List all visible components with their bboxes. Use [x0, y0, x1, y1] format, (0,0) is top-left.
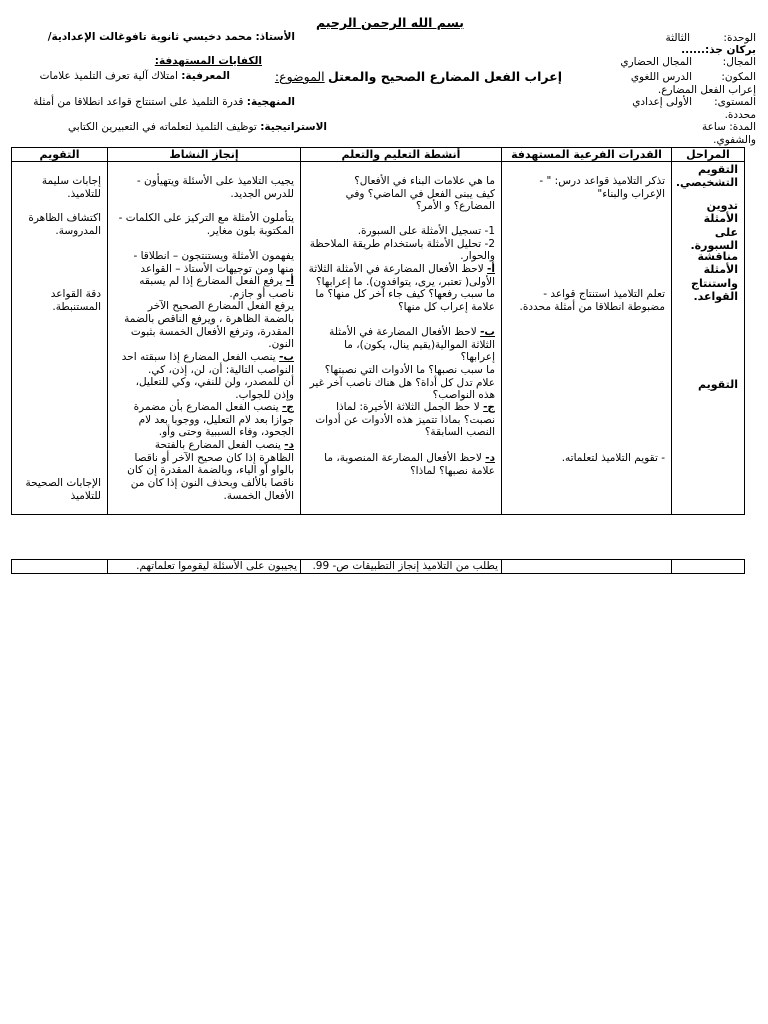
school-line: بركان جذ:......	[681, 44, 756, 56]
performance-deduce: يفهمون الأمثلة ويستنتجون – انطلاقا - منها ومن توجيهات الأستاذ – القواعد	[133, 250, 294, 275]
topic-value: إعراب الفعل المضارع الصحيح والمعتل	[327, 69, 562, 84]
cognitive-line	[20, 70, 230, 83]
field-label: المجال:	[722, 56, 756, 68]
performance-observe: يتأملون الأمثلة مع التركيز على الكلمات - المكتوبة بلون مغاير.	[118, 212, 294, 237]
footer-ability-cell	[502, 560, 672, 574]
ability-recall: تذكر التلاميذ قواعد درس: " - الإعراب والبناء"	[539, 175, 665, 200]
activity-questions: ما هي علامات البناء في الأفعال؟ كيف يبنى الفعل في الماضي؟ وفي المضارع؟ و الأمر؟	[345, 175, 495, 213]
cognitive-label: المعرفية:	[181, 70, 230, 82]
stage-diagnostic: التقويم التشخيصي.	[675, 163, 738, 190]
performance-rule-d: د- ينصب الفعل المضارع بالفتحة الظاهرة إذا كان صحيح الآخر أو ناقصا بالواو أو الياء، وبالضمة المقدرة إن كان ناقصا بالألف وبحذف النون إذا كان من الأفعال الخمسة.	[127, 439, 294, 502]
field-value: المجال الحضاري	[620, 56, 692, 68]
duration-line2: والشفوي.	[713, 134, 756, 146]
topic-line	[240, 69, 562, 85]
activity-b: ب- لاحظ الأفعال المضارعة في الأمثلة الثلاثة الموالية(يقيم ينال، يكون)، ما إعرابها؟ ما سبب نصبها؟ ما الأدوات التي نصبتها؟ علام تدل كل أداة؟ هل هناك ناصب آخر غير هذه النواصب؟	[309, 326, 495, 402]
methodological-line	[20, 96, 295, 109]
level-label: المستوى:	[714, 96, 756, 108]
stage-write-examples: تدوين الأمثلة على السبورة.	[690, 199, 738, 252]
component-label: المكون:	[721, 71, 756, 83]
performance-answer: يجيب التلاميذ على الأسئلة ويتهيأون - للدرس الجديد.	[136, 175, 294, 200]
footer-stage-cell	[672, 560, 745, 574]
table-header-row	[12, 148, 745, 162]
evaluation-discover: اكتشاف الظاهرة المدروسة.	[28, 212, 101, 237]
level-value: الأولى إعدادي	[632, 96, 692, 108]
abilities-cell	[502, 162, 672, 515]
component-line2: إعراب الفعل المضارع.	[657, 84, 756, 96]
duration-value: ساعة	[702, 121, 726, 133]
activity-a: أ- لاحظ الأفعال المضارعة في الأمثلة الثلاثة الأولى( تعتبر، يرى، يتوافدون). ما إعرابها؟ ما سبب رفعها؟ كيف جاء آخر كل منها؟ ما علامة إعراب كل منها؟	[308, 263, 495, 313]
footer-evaluation-cell	[12, 560, 108, 574]
col-header-activities: أنشطة التعليم والتعلم	[301, 148, 502, 162]
performance-rule-a: أ- يرفع الفعل المضارع إذا لم يسبقه ناصب أو جازم. يرفع الفعل المضارع الصحيح الآخر بالضمة الظاهرة ، ويرفع الناقص بالضمة المقدرة، وترفع الأفعال الخمسة بثبوت النون.	[124, 275, 294, 351]
applications-table	[11, 559, 745, 574]
duration-line	[650, 121, 756, 134]
col-header-performance: إنجاز النشاط	[108, 148, 301, 162]
ability-deduce: تعلم التلاميذ استنتاج قواعد - مضبوطة انطلاقا من أمثلة محددة.	[519, 288, 665, 313]
ability-evaluate: - تقويم التلاميذ لتعلماته.	[561, 452, 665, 465]
strategic-line	[20, 121, 327, 134]
duration-label: المدة:	[729, 121, 756, 133]
evaluation-correct-answers: إجابات سليمة للتلاميذ.	[41, 175, 101, 200]
evaluation-cell	[12, 162, 108, 515]
performance-rule-b: ب- ينصب الفعل المضارع إذا سبقته احد النواصب التالية: أن، لن، إذن، كي. أن للمصدر، ولن للنفي، وكي للتعليل، وإذن للجواب.	[121, 351, 294, 401]
footer-activity-cell: يطلب من التلاميذ إنجاز التطبيقات ص- 99.	[301, 560, 502, 574]
strategic-label: الاستراتيجية:	[260, 121, 327, 133]
col-header-evaluation: التقويم	[12, 148, 108, 162]
lesson-plan-table	[11, 147, 745, 515]
col-header-stages: المراحل	[672, 148, 745, 162]
table-row	[12, 162, 745, 515]
evaluation-final: الإجابات الصحيحة للتلاميذ	[25, 477, 101, 502]
stage-evaluation: التقويم	[698, 378, 738, 392]
col-header-abilities: القدرات الفرعية المستهدفة	[502, 148, 672, 162]
stages-cell	[672, 162, 745, 515]
cognitive-value: امتلاك آلية تعرف التلميذ علامات	[39, 70, 178, 82]
activity-steps: 1- تسجيل الأمثلة على السبورة. 2- تحليل الأمثلة باستخدام طريقة الملاحظة والحوار.	[309, 225, 495, 263]
basmala: بسم الله الرحمن الرحيم	[316, 15, 464, 30]
level-line2: محددة.	[724, 109, 756, 121]
unit-label: الوحدة:	[723, 32, 756, 44]
teacher-value: محمد دخيسي ثانوية تافوغالت الإعدادية/	[47, 31, 253, 43]
evaluation-rule-accuracy: دقة القواعد المستنبطة.	[50, 288, 101, 313]
activity-c: ج- لا حظ الجمل الثلاثة الأخيرة: لماذا نصبت؟ بماذا تتميز هذه الأدوات عن أدوات النصب السابقة؟	[315, 401, 495, 439]
methodological-label: المنهجية:	[246, 96, 295, 108]
stage-discussion: مناقشة الأمثلة واستنتاج القواعد.	[691, 250, 738, 303]
table-row	[12, 560, 745, 574]
unit-value: الثالثة	[665, 32, 690, 44]
teacher-line	[20, 31, 295, 44]
activity-d: د- لاحظ الأفعال المضارعة المنصوبة، ما علامة نصبها؟ لماذا؟	[324, 452, 495, 477]
teacher-label: الأستاذ:	[255, 31, 295, 43]
performance-rule-c: ج- ينصب الفعل المضارع بأن مضمرة جوازا بعد لام التعليل، ووجوبا بعد لام الجحود، وفاء السببية وحتى وأو.	[133, 401, 294, 439]
strategic-value: توظيف التلميذ لتعلماته في التعبيرين الكتابي	[68, 121, 257, 133]
component-value: الدرس اللغوي	[630, 71, 692, 83]
topic-label: الموضوع:	[274, 69, 325, 84]
methodological-value: قدرة التلميذ على استنتاج قواعد انطلاقا من أمثلة	[33, 96, 244, 108]
footer-performance-cell: يجيبون على الأسئلة ليقوموا تعلماتهم.	[108, 560, 301, 574]
performance-cell	[108, 162, 301, 515]
competencies-title: الكفايات المستهدفة:	[154, 55, 262, 67]
activities-cell	[301, 162, 502, 515]
